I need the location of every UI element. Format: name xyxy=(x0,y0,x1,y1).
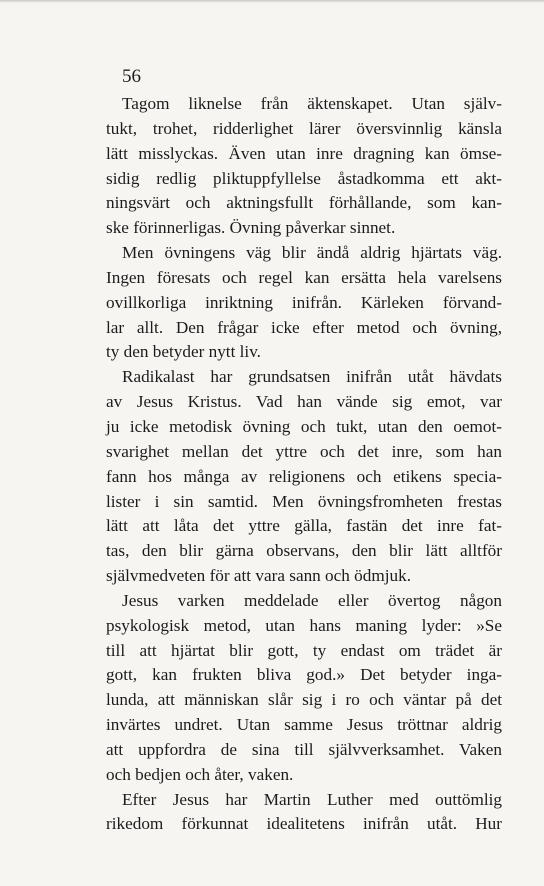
text-line: Radikalast har grundsatsen inifrån utåt hävdats xyxy=(122,367,502,387)
text-line: Jesus varken meddelade eller övertog någon xyxy=(122,590,502,610)
text-line: av Jesus Kristus. Vad han vände sig emot, var xyxy=(106,392,502,412)
text-line: tas, den blir gärna observans, den blir lätt alltför xyxy=(106,541,502,561)
text-line: lunda, att människan slår sig i ro och väntar på det xyxy=(106,690,502,710)
text-line: Ingen föresats och regel kan ersätta hela varelsens xyxy=(106,267,502,287)
text-line: och bedjen och åter, vaken. xyxy=(106,764,294,784)
text-line: ske förinnerligas. Övning påverkar sinnet. xyxy=(106,218,396,238)
text-line: lätt misslyckas. Även utan inre dragning kan ömse- xyxy=(106,143,502,163)
text-line: lar allt. Den frågar icke efter metod och övning, xyxy=(106,317,502,337)
text-line: att uppfordra de sina till självverksamhet. Vaken xyxy=(106,739,502,759)
paragraph xyxy=(106,92,502,241)
text-line: rikedom förkunnat idealitetens inifrån utåt. Hur xyxy=(106,814,502,834)
text-line: sidig redlig pliktuppfyllelse åstadkomma ett akt- xyxy=(106,168,502,188)
text-line: ovillkorliga inriktning inifrån. Kärleken förvand- xyxy=(106,292,502,312)
paragraph xyxy=(106,589,502,788)
body-text xyxy=(106,92,502,837)
text-line: Tagom liknelse från äktenskapet. Utan själv- xyxy=(122,94,502,113)
text-line: Efter Jesus har Martin Luther med outtömlig xyxy=(122,789,502,809)
text-line: tukt, trohet, ridderlighet lärer översvinnlig känsla xyxy=(106,118,502,138)
text-line: svarighet mellan det yttre och det inre, som han xyxy=(106,441,502,461)
text-line: till att hjärtat blir gott, ty endast om trädet är xyxy=(106,640,502,660)
text-line: ningsvärt och aktningsfullt förhållande, som kan- xyxy=(106,193,502,213)
text-line: självmedveten för att vara sann och ödmjuk. xyxy=(106,566,411,586)
text-line: Men övningens väg blir ändå aldrig hjärtats väg. xyxy=(122,243,502,263)
paragraph xyxy=(106,365,502,589)
text-line: ty den betyder nytt liv. xyxy=(106,342,261,362)
text-line: invärtes undret. Utan samme Jesus tröttnar aldrig xyxy=(106,715,502,735)
paragraph xyxy=(106,241,502,365)
text-line: psykologisk metod, utan hans maning lyder: »Se xyxy=(106,615,502,635)
paragraph xyxy=(106,788,502,838)
text-line: gott, kan frukten bliva god.» Det betyder inga- xyxy=(106,665,502,685)
text-line: lätt att låta det yttre gälla, fastän det inre fat- xyxy=(106,516,502,536)
text-line: ju icke metodisk övning och tukt, utan den oemot- xyxy=(106,416,502,436)
text-line: lister i sin samtid. Men övningsfromheten frestas xyxy=(106,491,502,511)
page-top-edge xyxy=(0,0,544,3)
text-line: fann hos många av religionens och etikens specia- xyxy=(106,466,502,486)
page-number: 56 xyxy=(122,66,141,87)
